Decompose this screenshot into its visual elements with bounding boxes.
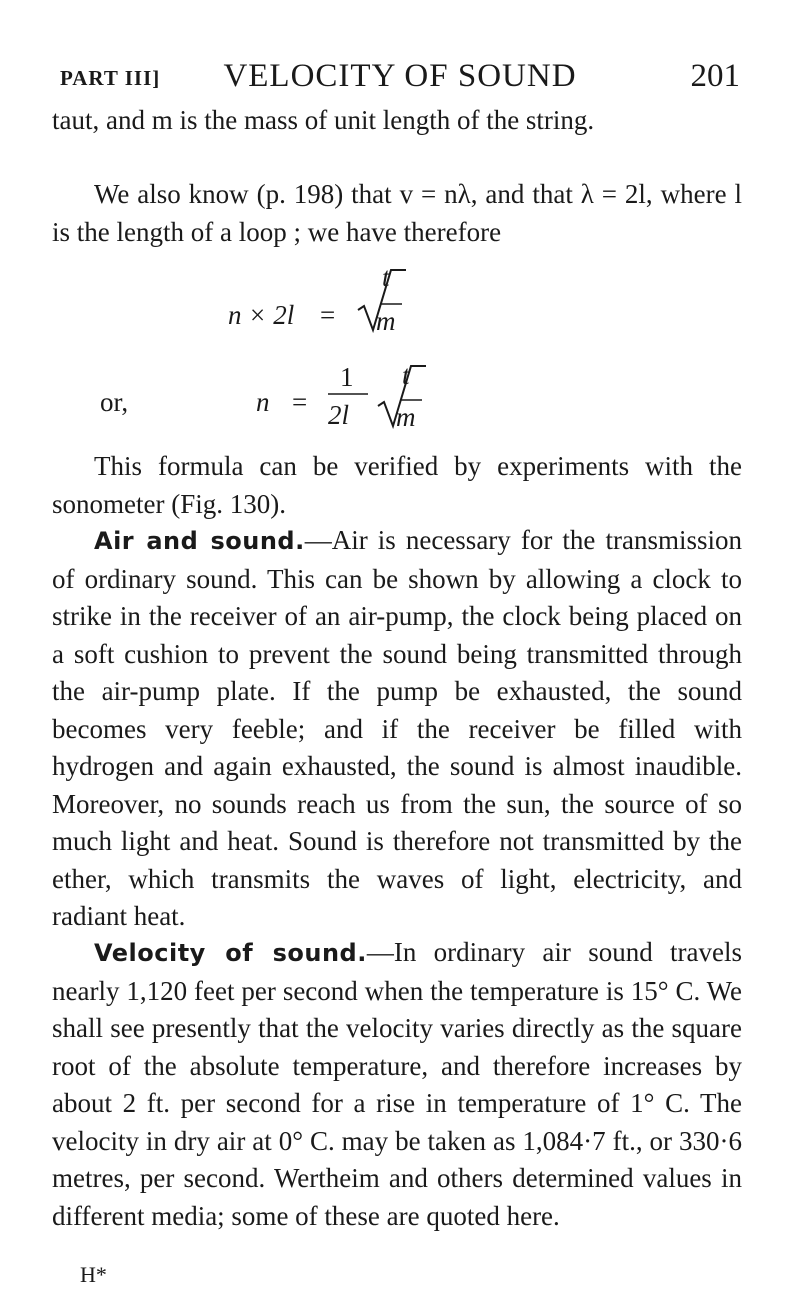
eq2-lhs: n [256, 387, 270, 417]
signature-mark: H* [80, 1262, 107, 1287]
paragraph-velocity-of-sound [52, 934, 742, 1235]
chapter-title: VELOCITY OF SOUND [223, 58, 577, 94]
section-heading-air-and-sound: Air and sound. [94, 527, 305, 555]
or-label: or, [100, 387, 129, 417]
paragraph-continuation: taut, and m is the mass of unit length of the string. [52, 105, 595, 135]
fraction-bar [326, 392, 370, 396]
air-and-sound-body: —Air is necessary for the transmission of ordinary sound. This can be shown by allowing a clock to strike in the receiver of an air-pump, the clock being placed on a soft cushion to prevent the sound being transmitted through the air-pump plate. If the pump be exhausted, the sound becomes very feeble; and if the receiver be filled with hydrogen and again exhausted, the sound is almost inaudible. Moreover, no sounds reach us from the sun, the source of so much light and heat. Sound is therefore not transmitted by the ether, which transmits the waves of light, electricity, and radiant heat. [52, 525, 742, 931]
eq1-lhs: n × 2l [228, 300, 295, 330]
eq2-fraction-numerator: 1 [340, 362, 354, 392]
part-label: PART III] [60, 66, 161, 90]
running-header [60, 58, 740, 98]
eq2-sqrt-numerator: t [402, 360, 410, 390]
eq1-equals: = [320, 300, 336, 330]
eq2-sqrt-denominator: m [396, 402, 416, 432]
eq1-numerator: t [382, 262, 390, 292]
paragraph-velocity-relation: We also know (p. 198) that v = nλ, and that λ = 2l, where l is the length of a loop ; we have therefore [52, 179, 742, 247]
paragraph-air-and-sound [52, 522, 742, 936]
section-heading-velocity-of-sound: Velocity of sound. [94, 939, 367, 967]
eq2-fraction-denominator: 2l [328, 400, 350, 430]
eq2-equals: = [292, 387, 308, 417]
velocity-of-sound-body: —In ordinary air sound travels nearly 1,120 feet per second when the temperature is 15° C. We shall see presently that the velocity varies directly as the square root of the absolute temperature, and therefore increases by about 2 ft. per second for a rise in temperature of 1° C. The velocity in dry air at 0° C. may be taken as 1,084·7 ft., or 330·6 metres, per second. Wertheim and others determined values in different media; some of these are quoted here. [52, 937, 742, 1231]
paragraph-sonometer: This formula can be verified by experiments with the sonometer (Fig. 130). [52, 451, 742, 519]
eq1-denominator: m [376, 306, 396, 336]
page-number: 201 [690, 58, 740, 94]
